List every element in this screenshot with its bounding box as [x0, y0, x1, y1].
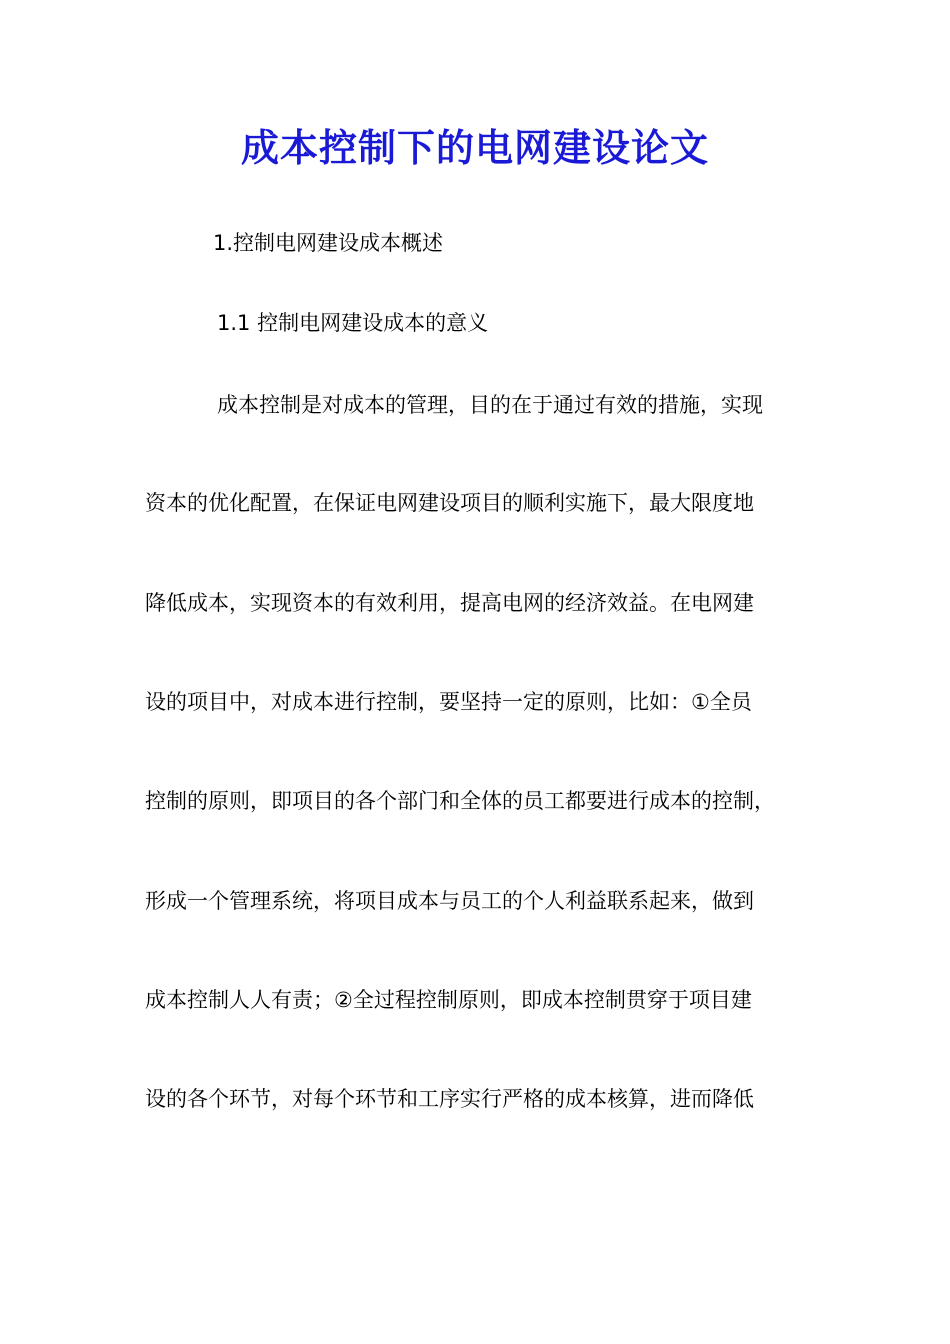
paragraph-line: 成本控制人人有责；②全过程控制原则，即成本控制贯穿于项目建 — [145, 988, 752, 1012]
paragraph-line: 设的各个环节，对每个环节和工序实行严格的成本核算，进而降低 — [145, 1087, 754, 1111]
paragraph-line: 设的项目中，对成本进行控制，要坚持一定的原则，比如：①全员 — [145, 690, 752, 714]
paragraph-line: 成本控制是对成本的管理，目的在于通过有效的措施，实现 — [217, 393, 763, 417]
section-heading-1-1: 1.1 控制电网建设成本的意义 — [217, 311, 489, 335]
paragraph-line: 资本的优化配置，在保证电网建设项目的顺利实施下，最大限度地 — [145, 491, 754, 515]
paragraph-line: 形成一个管理系统，将项目成本与员工的个人利益联系起来，做到 — [145, 889, 754, 913]
paragraph-line: 控制的原则，即项目的各个部门和全体的员工都要进行成本的控制， — [145, 789, 775, 813]
document-title: 成本控制下的电网建设论文 — [240, 126, 709, 170]
paragraph-line: 降低成本，实现资本的有效利用，提高电网的经济效益。在电网建 — [145, 591, 754, 615]
section-heading-1: 1.控制电网建设成本概述 — [213, 231, 444, 255]
